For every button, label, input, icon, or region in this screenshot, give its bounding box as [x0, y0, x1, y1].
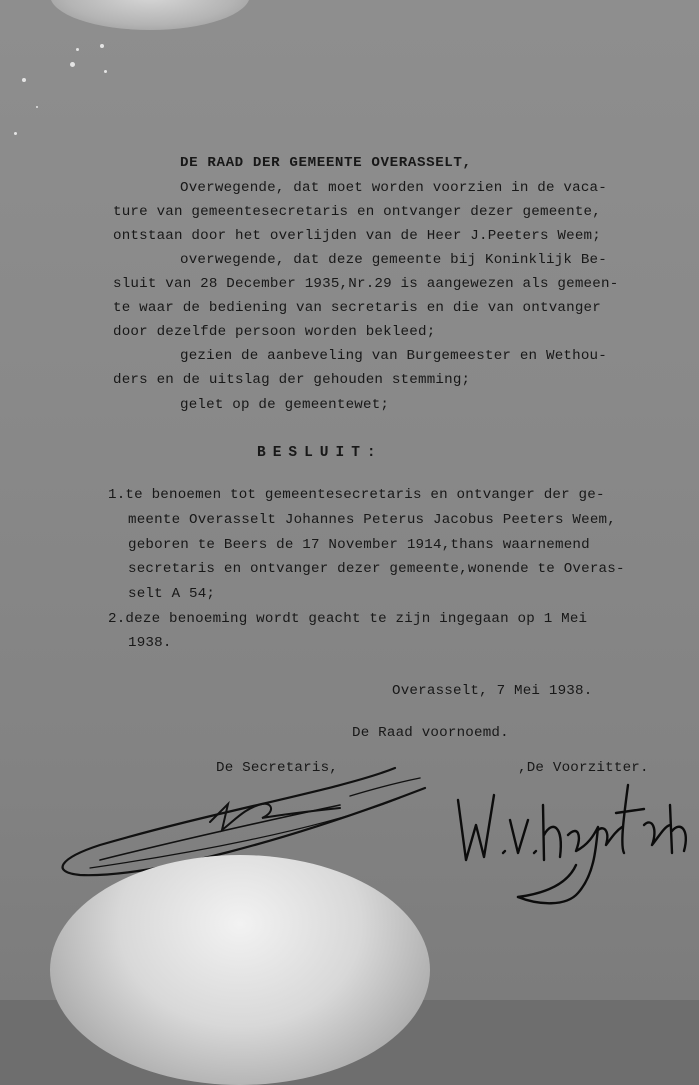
decision-line: meente Overasselt Johannes Peterus Jacobus Peeters Weem,: [128, 512, 616, 528]
text-line: door dezelfde persoon worden bekleed;: [113, 324, 436, 340]
decision-line: selt A 54;: [128, 586, 216, 602]
text-line: ontstaan door het overlijden van de Heer J.Peeters Weem;: [113, 228, 601, 244]
text-line: Overwegende, dat moet worden voorzien in de vaca-: [180, 180, 607, 196]
text-line: overwegende, dat deze gemeente bij Koninklijk Be-: [180, 252, 607, 268]
text-line: sluit van 28 December 1935,Nr.29 is aangewezen als gemeen-: [113, 276, 619, 292]
chairman-signature: [448, 765, 693, 915]
text-line: te waar de bediening van secretaris en die van ontvanger: [113, 300, 601, 316]
flash-glare-bottom: [50, 855, 430, 1085]
decision-line: secretaris en ontvanger dezer gemeente,wonende te Overas-: [128, 561, 625, 577]
document-heading: DE RAAD DER GEMEENTE OVERASSELT,: [180, 155, 472, 171]
secretary-label: De Secretaris,: [216, 760, 338, 776]
text-line: gelet op de gemeentewet;: [180, 397, 390, 413]
decision-title: BESLUIT:: [257, 445, 383, 461]
council-line: De Raad voornoemd.: [352, 725, 509, 741]
text-line: ders en de uitslag der gehouden stemming;: [113, 372, 471, 388]
place-date: Overasselt, 7 Mei 1938.: [392, 683, 593, 699]
text-line: gezien de aanbeveling van Burgemeester en Wethou-: [180, 348, 607, 364]
decision-line: geboren te Beers de 17 November 1914,thans waarnemend: [128, 537, 590, 553]
chairman-label: ,De Voorzitter.: [518, 760, 649, 776]
text-line: ture van gemeentesecretaris en ontvanger dezer gemeente,: [113, 204, 601, 220]
decision-line: 1.te benoemen tot gemeentesecretaris en ontvanger der ge-: [108, 487, 605, 503]
decision-line: 2.deze benoeming wordt geacht te zijn ingegaan op 1 Mei: [108, 611, 588, 627]
decision-line: 1938.: [128, 635, 172, 651]
